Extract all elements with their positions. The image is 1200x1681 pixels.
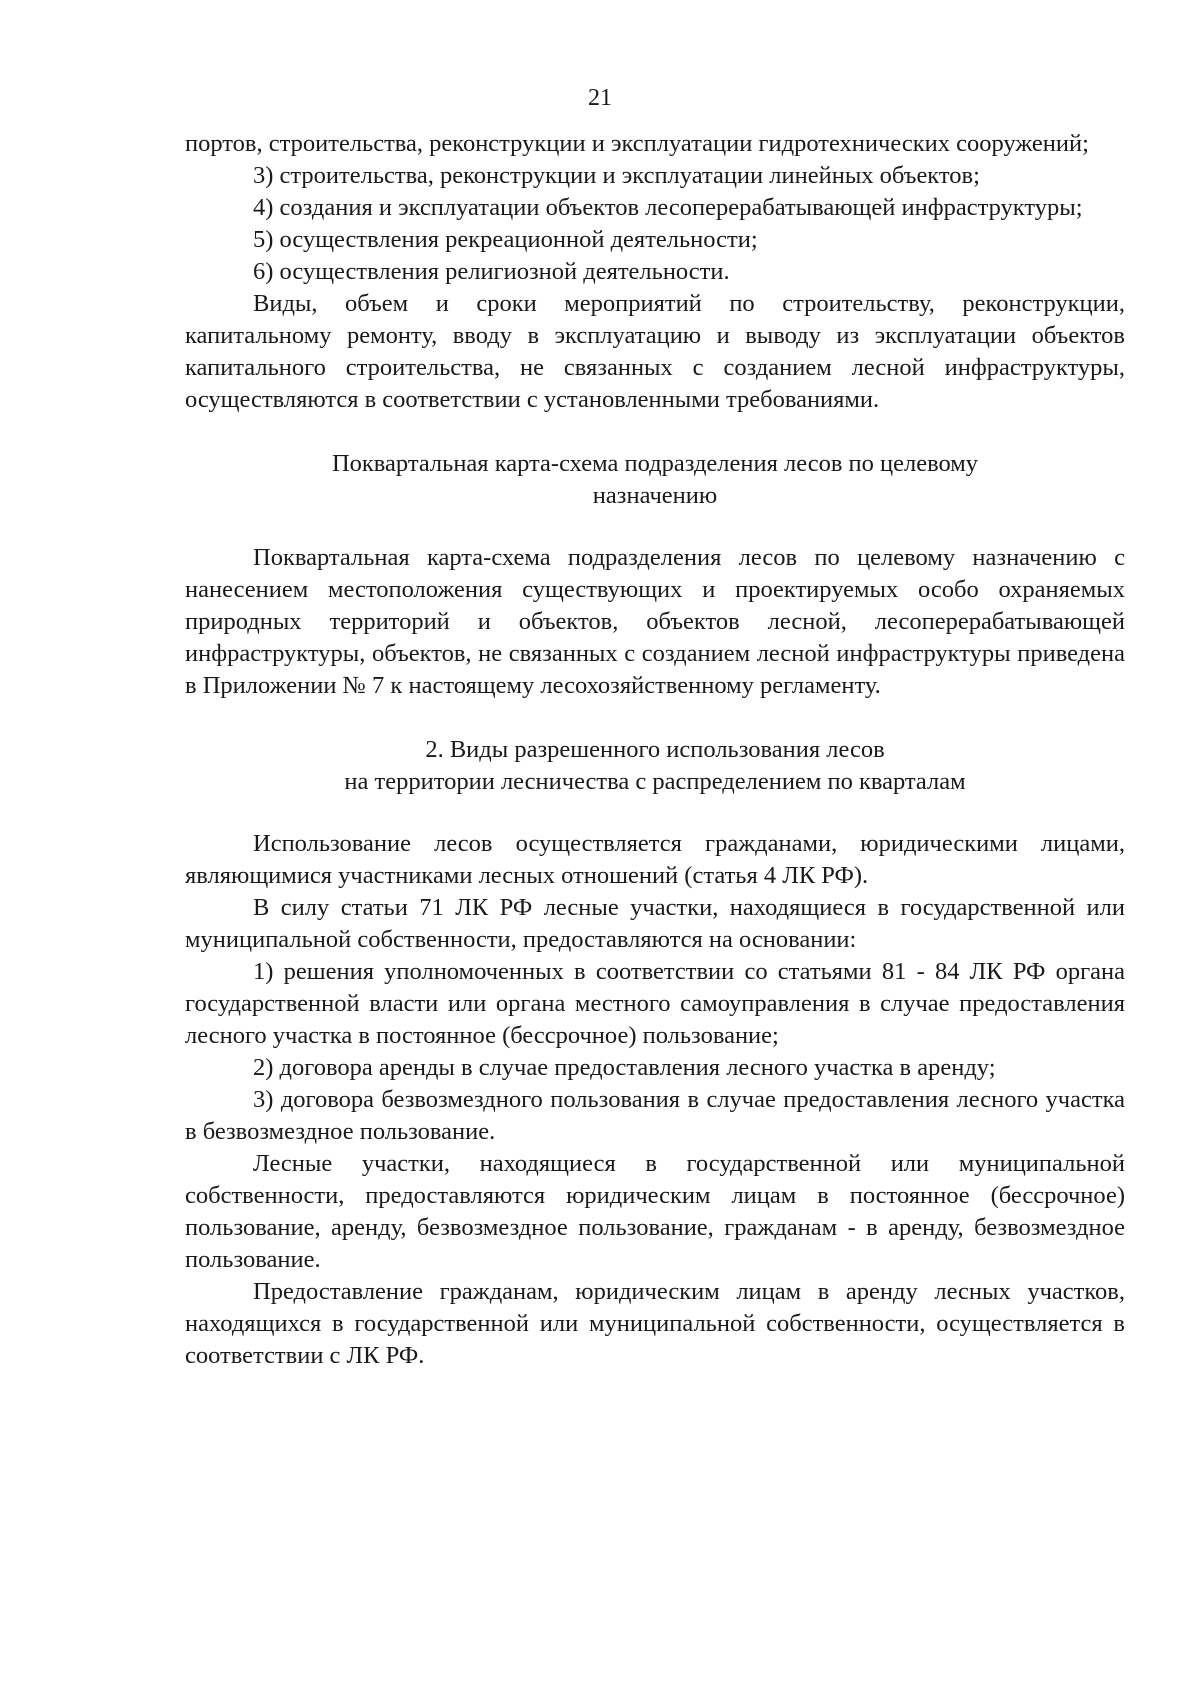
section-heading-permitted-use-line1: 2. Виды разрешенного использования лесов (425, 736, 885, 763)
section-heading-permitted-use (185, 734, 1125, 798)
page-content (185, 128, 1125, 1372)
paragraph-article-71: В силу статьи 71 ЛК РФ лесные участки, находящиеся в государственной или муниципальной собственности, предоставляются на основании: (185, 894, 1125, 953)
section-heading-permitted-use-line2: на территории лесничества с распределением по кварталам (344, 768, 966, 795)
paragraph-provision: Предоставление гражданам, юридическим лицам в аренду лесных участков, находящихся в государственной или муниципальной собственности, осуществляется в соответствии с ЛК РФ. (185, 1278, 1125, 1369)
list-item-decision: 1) решения уполномоченных в соответствии со статьями 81 - 84 ЛК РФ органа государственной власти или органа местного самоуправления в случае предоставления лесного участка в постоянное (бессрочное) пользование; (185, 958, 1125, 1049)
list-item-free-use: 3) договора безвозмездного пользования в случае предоставления лесного участка в безвозмездное пользование. (185, 1086, 1125, 1145)
paragraph-map-description: Поквартальная карта-схема подразделения лесов по целевому назначению с нанесением местоположения существующих и проектируемых особо охраняемых природных территорий и объектов, объектов лесной, лесоперерабатывающей инфраструктуры, объектов, не связанных с созданием лесной инфраструктуры приведена в Приложении № 7 к настоящему лесохозяйственному регламенту. (185, 544, 1125, 699)
section-heading-map (185, 448, 1125, 512)
paragraph-continuation: портов, строительства, реконструкции и эксплуатации гидротехнических сооружений; (185, 130, 1089, 157)
paragraph-land-plots: Лесные участки, находящиеся в государственной или муниципальной собственности, предоставляются юридическим лицам в постоянное (бессрочное) пользование, аренду, безвозмездное пользование, гражданам - в аренду, безвозмездное пользование. (185, 1150, 1125, 1273)
section-heading-map-line2: назначению (592, 482, 718, 509)
section-heading-map-line1: Поквартальная карта-схема подразделения лесов по целевому (331, 450, 979, 477)
list-item-linear-objects: 3) строительства, реконструкции и эксплуатации линейных объектов; (253, 162, 980, 189)
page-number: 21 (588, 85, 612, 111)
list-item-recreation: 5) осуществления рекреационной деятельности; (253, 226, 758, 253)
list-item-lease: 2) договора аренды в случае предоставления лесного участка в аренду; (253, 1054, 996, 1081)
list-item-wood-processing: 4) создания и эксплуатации объектов лесоперерабатывающей инфраструктуры; (253, 194, 1083, 221)
paragraph-construction-measures: Виды, объем и сроки мероприятий по строительству, реконструкции, капитальному ремонту, вводу в эксплуатацию и выводу из эксплуатации объектов капитального строительства, не связанных с созданием лесной инфраструктуры, осуществляются в соответствии с установленными требованиями. (185, 290, 1125, 413)
list-item-religious: 6) осуществления религиозной деятельности. (253, 258, 730, 285)
paragraph-forest-use: Использование лесов осуществляется гражданами, юридическими лицами, являющимися участниками лесных отношений (статья 4 ЛК РФ). (185, 830, 1125, 889)
